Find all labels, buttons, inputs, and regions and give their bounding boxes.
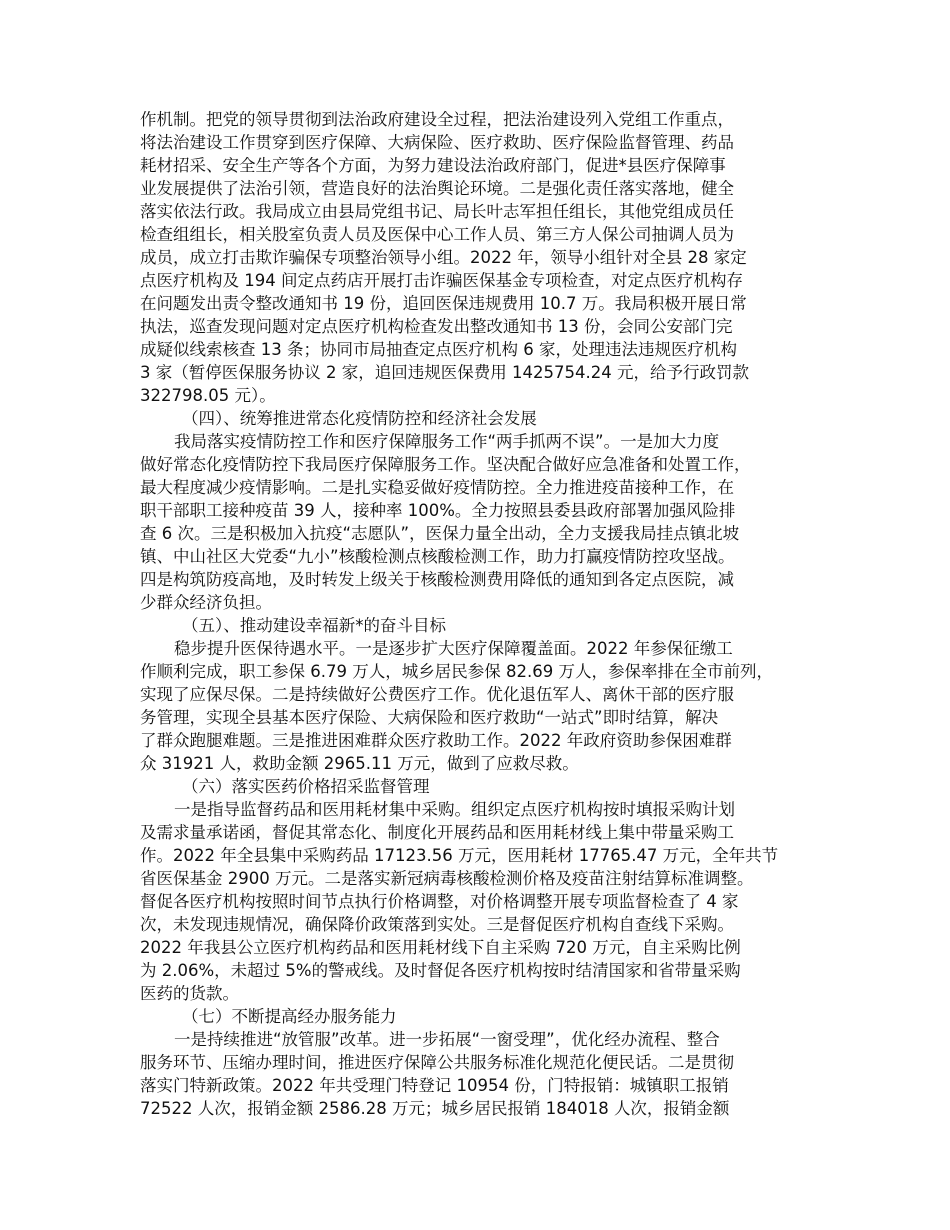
paragraph-line: 成员，成立打击欺诈骗保专项整治领导小组。2022 年，领导小组针对全县 28 家定 [140,248,747,267]
paragraph-line: 成疑似线索核查 13 条；协同市局抽查定点医疗机构 6 家，处理违法违规医疗机构 [140,340,737,359]
section-heading-line: （六）落实医药价格招采监督管理 [182,777,430,796]
paragraph-line: 3 家（暂停医保服务协议 2 家，追回违规医保费用 1425754.24 元，给予行政罚款 [140,363,749,382]
paragraph-line: 医药的货款。 [140,984,239,1003]
paragraph-line: 耗材招采、安全生产等各个方面，为努力建设法治政府部门，促进*县医疗保障事 [140,156,726,175]
paragraph-line: 镇、中山社区大党委“九小”核酸检测点核酸检测工作，助力打赢疫情防控攻坚战。 [140,547,735,566]
paragraph-line: 了群众跑腿难题。三是推进困难群众医疗救助工作。2022 年政府资助参保困难群 [140,731,732,750]
paragraph-line: 执法，巡查发现问题对定点医疗机构检查发出整改通知书 13 份，会同公安部门完 [140,317,733,336]
paragraph-line: 众 31921 人，救助金额 2965.11 万元，做到了应救尽救。 [140,754,579,773]
paragraph-line: 点医疗机构及 194 间定点药店开展打击诈骗医保基金专项检查，对定点医疗机构存 [140,271,743,290]
paragraph-line: 四是构筑防疫高地，及时转发上级关于核酸检测费用降低的通知到各定点医院，减 [140,570,734,589]
paragraph-line: 作机制。把党的领导贯彻到法治政府建设全过程，把法治建设列入党组工作重点， [140,110,734,129]
paragraph-line: 为 2.06%，未超过 5%的警戒线。及时督促各医疗机构按时结清国家和省带量采购 [140,961,741,980]
paragraph-line: 做好常态化疫情防控下我局医疗保障服务工作。坚决配合做好应急准备和处置工作， [140,455,751,474]
paragraph-line: 2022 年我县公立医疗机构药品和医用耗材线下自主采购 720 万元，自主采购比例 [140,938,741,957]
paragraph-line: 作顺利完成，职工参保 6.79 万人，城乡居民参保 82.69 万人，参保率排在全市前列， [140,662,773,681]
paragraph-line: 作。2022 年全县集中采购药品 17123.56 万元，医用耗材 17765.47 万元，全年共节 [140,846,779,865]
paragraph-line: 72522 人次，报销金额 2586.28 万元；城乡居民报销 184018 人次，报销金额 [140,1099,730,1118]
paragraph-line: 督促各医疗机构按照时间节点执行价格调整，对价格调整开展专项监督检查了 4 家 [140,892,739,911]
paragraph-line: 省医保基金 2900 万元。二是落实新冠病毒核酸检测价格及疫苗注射结算标准调整。 [140,869,754,888]
paragraph-line: 查 6 次。三是积极加入抗疫“志愿队”，医保力量全出动，全力支援我局挂点镇北坡 [140,524,740,543]
paragraph-line: 检查组组长，相关股室负责人员及医保中心工作人员、第三方人保公司抽调人员为 [140,225,734,244]
paragraph-line: 在问题发出责令整改通知书 19 份，追回医保违规费用 10.7 万。我局积极开展日常 [140,294,747,313]
paragraph-line: 322798.05 元）。 [140,386,276,405]
paragraph-line: 实现了应保尽保。二是持续做好公费医疗工作。优化退伍军人、离休干部的医疗服 [140,685,734,704]
section-heading-line: （四）、统筹推进常态化疫情防控和经济社会发展 [182,409,537,428]
paragraph-line: 最大程度减少疫情影响。二是扎实稳妥做好疫情防控。全力推进疫苗接种工作，在 [140,478,734,497]
paragraph-line: 我局落实疫情防控工作和医疗保障服务工作“两手抓两不误”。一是加大力度 [174,432,720,451]
paragraph-line: 次，未发现违规情况，确保降价政策落到实处。三是督促医疗机构自查线下采购。 [140,915,734,934]
paragraph-line: 稳步提升医保待遇水平。一是逐步扩大医疗保障覆盖面。2022 年参保征缴工 [174,639,733,658]
paragraph-line: 务管理，实现全县基本医疗保险、大病保险和医疗救助“一站式”即时结算，解决 [140,708,719,727]
paragraph-line: 一是指导监督药品和医用耗材集中采购。组织定点医疗机构按时填报采购计划 [174,800,735,819]
paragraph-line: 少群众经济负担。 [140,593,272,612]
paragraph-line: 业发展提供了法治引领，营造良好的法治舆论环境。二是强化责任落实落地，健全 [140,179,734,198]
document-body [140,108,830,1120]
section-heading-line: （七）不断提高经办服务能力 [182,1007,397,1026]
paragraph-line: 落实依法行政。我局成立由县局党组书记、局长叶志军担任组长，其他党组成员任 [140,202,734,221]
paragraph-line: 服务环节、压缩办理时间，推进医疗保障公共服务标准化规范化便民话。二是贯彻 [140,1053,734,1072]
paragraph-line: 一是持续推进“放管服”改革。进一步拓展“一窗受理”，优化经办流程、整合 [174,1030,720,1049]
paragraph-line: 及需求量承诺函，督促其常态化、制度化开展药品和医用耗材线上集中带量采购工 [140,823,734,842]
paragraph-line: 职干部职工接种疫苗 39 人，接种率 100%。全力按照县委县政府部署加强风险排 [140,501,736,520]
paragraph-line: 落实门特新政策。2022 年共受理门特登记 10954 份，门特报销：城镇职工报销 [140,1076,729,1095]
paragraph-line: 将法治建设工作贯穿到医疗保障、大病保险、医疗救助、医疗保险监督管理、药品 [140,133,734,152]
section-heading-line: （五）、推动建设幸福新*的奋斗目标 [182,616,446,635]
